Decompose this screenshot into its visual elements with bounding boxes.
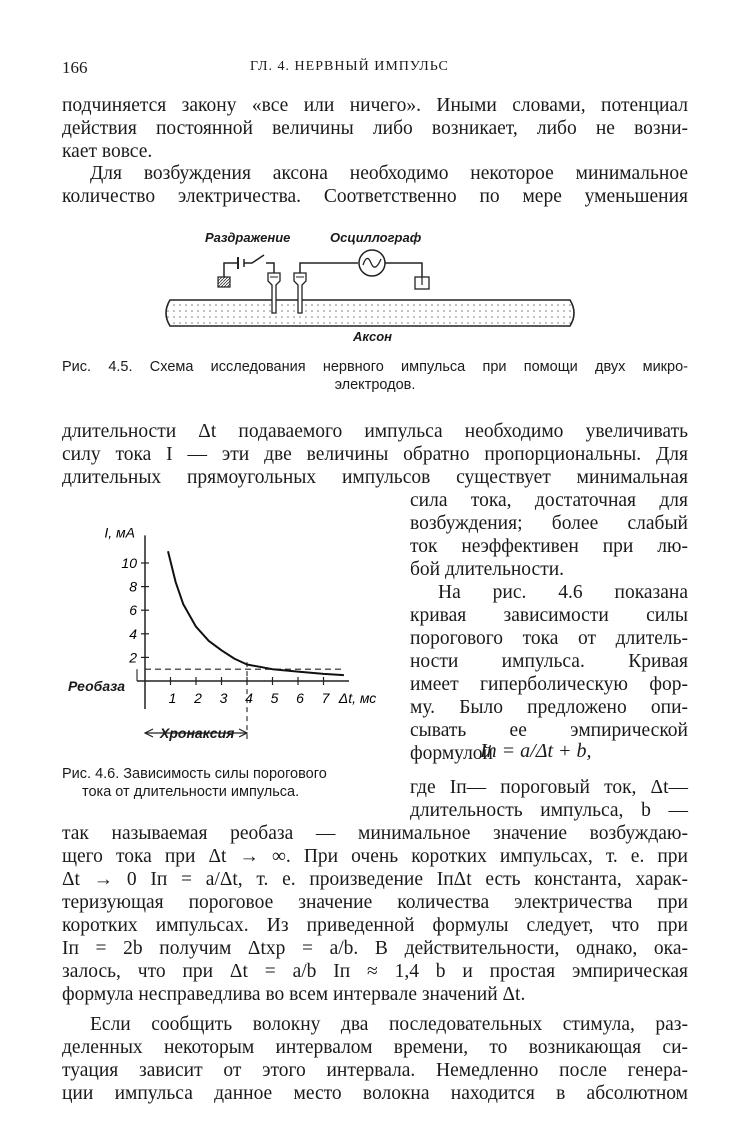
oscillograph-icon [359,250,385,276]
switch [244,255,264,263]
figure-4-6-caption [62,765,392,801]
text-line: кает вовсе. [62,141,153,162]
text-line: залось, что при Δt = a/b Iп ≈ 1,4 b и простая эмпирическая [62,961,688,982]
caption-line: электродов. [334,377,416,393]
text-line: сывать ее эмпирической [410,720,688,741]
text-line: Δt → 0 Iп = a/Δt, т. е. произведение IпΔt есть константа, харак- [62,869,688,890]
x-tick-label: 6 [296,690,304,706]
text-line: кривая зависимости силы [410,605,688,626]
formula: Iп = a/Δt + b, [480,740,592,762]
label-stimulus: Раздражение [205,230,291,245]
text-line: коротких импульсах. Из приведенной формулы следует, что при [62,915,688,936]
text-line: бой длительности. [410,559,565,580]
text-line: длительности Δt подаваемого импульса необходимо увеличивать [62,421,688,442]
caption-line: Рис. 4.6. Зависимость силы порогового [62,766,327,782]
y-axis-label: I, мА [104,524,135,541]
x-axis-label: Δt, мс [338,690,377,706]
y-tick-label: 6 [129,602,137,619]
y-tick-label: 2 [129,649,137,666]
text-line: туация зависит от этого интервала. Немедленно после генера- [62,1060,688,1081]
y-tick-label: 8 [129,578,137,595]
y-tick-label: 4 [129,625,137,642]
x-tick-label: 4 [245,690,253,706]
text-line: Если сообщить волокну два последовательных стимула, раз- [90,1014,688,1035]
text-line: формула несправедлива во всем интервале значений Δt. [62,984,526,1005]
paragraph-3 [62,420,688,489]
paragraph-2 [62,162,688,208]
ground-electrode-left [218,277,230,287]
text-line: где Iп— пороговый ток, Δt— [410,777,688,798]
reobase-label: Реобаза [68,678,126,694]
text-line: длительных прямоугольных импульсов существует минимальная [62,467,688,488]
x-tick-label: 3 [219,690,228,706]
text-line: количество электричества. Соответственно по мере уменьшения [62,186,688,207]
text-line: На рис. 4.6 показана [438,582,688,603]
paragraph-4 [62,822,688,1006]
text-line: теризующая пороговое значение количества электричества при [62,892,688,913]
text-line: имеет гиперболическую фор- [410,674,688,695]
text-line: подчиняется закону «все или ничего». Иными словами, потенциал [62,95,688,116]
running-head: ГЛ. 4. НЕРВНЫЙ ИМПУЛЬС [250,59,449,74]
label-oscillograph: Осциллограф [330,230,422,245]
x-tick-label: 2 [194,690,202,706]
text-line: действия постоянной величины либо возникает, либо не возни- [62,118,688,139]
text-line: формулой [410,743,493,764]
threshold-curve [168,551,344,675]
label-axon: Аксон [353,329,392,344]
text-line: порогового тока от длитель- [410,628,688,649]
caption-line: тока от длительности импульса. [82,784,300,800]
chronaxie-label: Хронаксия [160,725,235,741]
text-line: Iп = 2b получим Δtхр = a/b. В действительности, однако, ока- [62,938,688,959]
y-tick-label: 10 [121,555,137,571]
text-line: ности импульса. Кривая [410,651,688,672]
paragraph-1 [62,94,688,163]
text-line: ции импульса данное место волокна находится в абсолютном [62,1083,688,1104]
page-number: 166 [62,58,88,77]
text-line: ток неэффективен при лю- [410,536,688,557]
text-line: Для возбуждения аксона необходимо некоторое минимальное [90,163,688,184]
text-line: щего тока при Δt → ∞. При очень коротких импульсах, т. е. при [62,846,688,867]
text-line: возбуждения; более слабый [410,513,688,534]
text-line: деленных некоторым интервалом времени, то возникающая си- [62,1037,688,1058]
text-line: длительность импульса, b — [410,800,688,821]
text-line: силу тока I — эти две величины обратно пропорциональны. Для [62,444,688,465]
figure-4-5-caption [62,358,688,394]
x-tick-label: 5 [270,690,279,706]
wrap-text [410,489,688,765]
paragraph-5 [62,1013,688,1105]
caption-line: Рис. 4.5. Схема исследования нервного импульса при помощи двух микро- [62,359,688,375]
x-tick-label: 7 [321,690,330,706]
text-line: так называемая реобаза — минимальное значение возбуждаю- [62,823,688,844]
text-line: му. Было предложено опи- [410,697,688,718]
x-tick-label: 1 [168,690,177,706]
axon-shape [166,300,574,326]
after-formula-text [410,776,688,822]
text-line: сила тока, достаточная для [410,490,688,511]
